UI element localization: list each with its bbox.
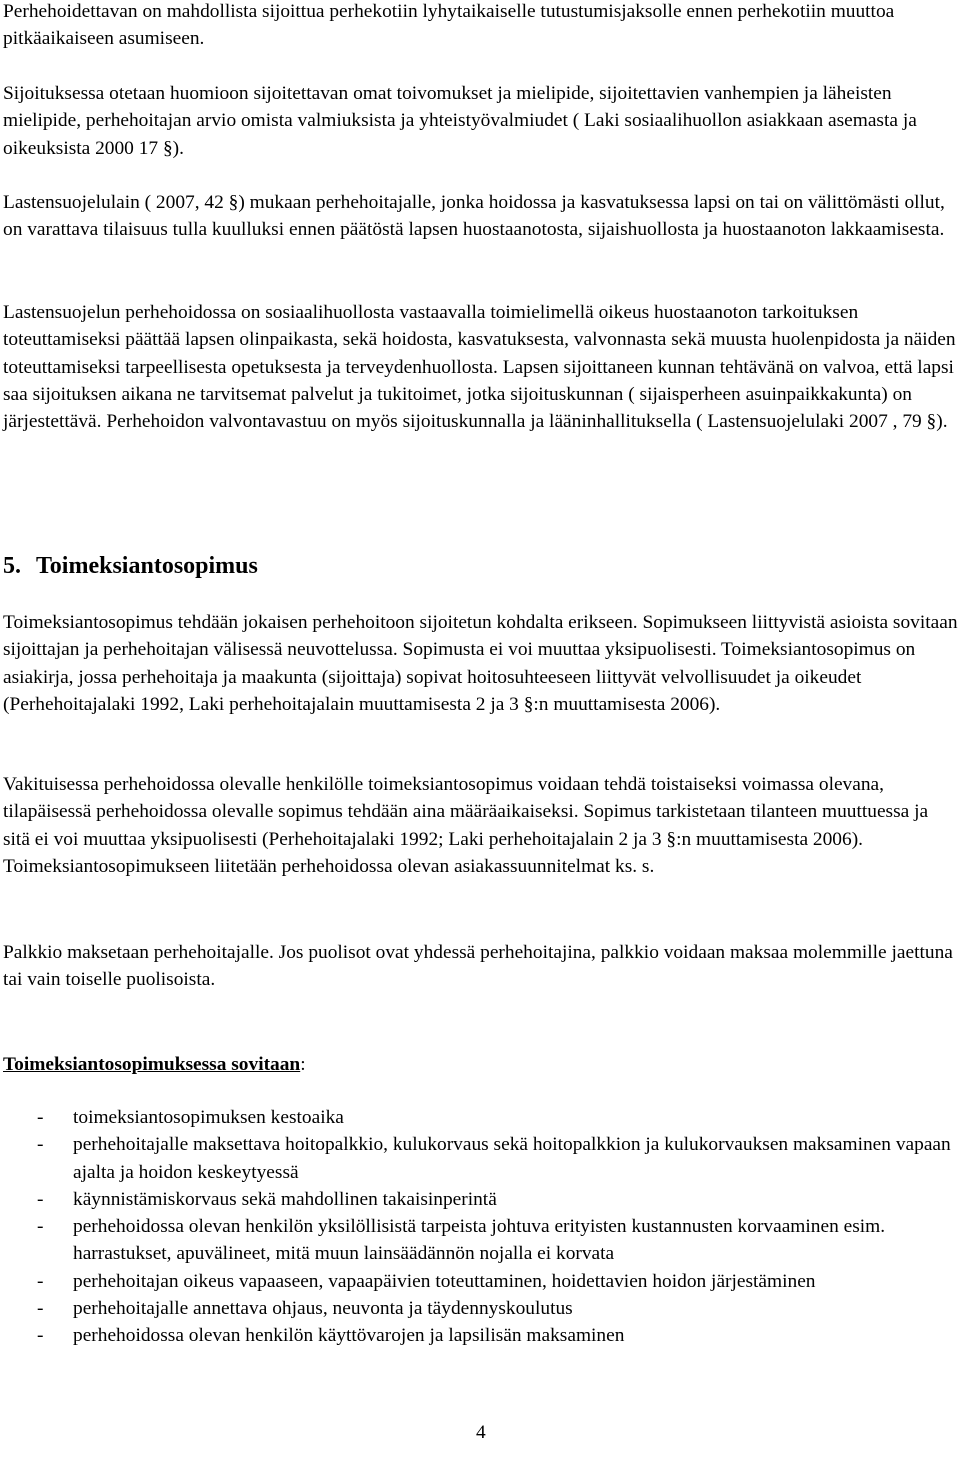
list-item-text: perhehoidossa olevan henkilön käyttövarojen ja lapsilisän maksaminen: [73, 1325, 625, 1347]
list-item-text: perhehoitajalle maksettava hoitopalkkio, kulukorvaus sekä hoitopalkkion ja kulukorvauksen maksaminen vapaan ajalta ja hoidon keskeytyessä: [73, 1134, 951, 1183]
paragraph-sijoitus: Sijoituksessa otetaan huomioon sijoitettavan omat toivomukset ja mielipide, sijoitettavien vanhempien ja läheisten mielipide, perhehoitajan arvio omista valmiuksista ja yhteistyövalmiudet ( Laki sosiaalihuollon asiakkaan asemasta ja oikeuksista 2000 17 §).: [3, 83, 917, 159]
paragraph-intro: Perhehoidettavan on mahdollista sijoittua perhekotiin lyhytaikaiselle tutustumisjaksolle ennen perhekotiin muuttoa pitkäaikaiseen asumiseen.: [3, 1, 895, 50]
section-title: Toimeksiantosopimus: [36, 553, 258, 579]
paragraph-lastensuojelu-perhehoito: Lastensuojelun perhehoidossa on sosiaalihuollosta vastaavalla toimielimellä oikeus huostaanoton tarkoituksen toteuttamiseksi päättää lapsen olinpaikasta, sekä hoidosta, kasvatuksesta, valvonnasta sekä muusta huolenpidosta ja näiden toteuttamiseksi tarpeellisesta opetuksesta ja terveydenhuollosta. Lapsen sijoittaneen kunnan tehtävänä on valvoa, että lapsi saa sijoituksen aikana ne tarvitsemat palvelut ja tukitoimet, jotka sijoituskunnan ( sijaisperheen asuinpaikkakunta) on järjestettävä. Perhehoidon valvontavastuu on myös sijoituskunnalla ja lääninhallituksella ( Lastensuojelulaki 2007 , 79 §).: [3, 302, 956, 433]
subheading: [3, 1051, 306, 1078]
list-dash: -: [37, 1107, 44, 1128]
list-item: [3, 1131, 958, 1186]
list-item-text: perhehoidossa olevan henkilön yksilöllisistä tarpeista johtuva erityisten kustannusten korvaaminen esim. harrastukset, apuvälineet, mitä muun lainsäädännön nojalla ei korvata: [73, 1216, 886, 1265]
subheading-colon: :: [300, 1054, 306, 1075]
page-number: 4: [476, 1422, 486, 1443]
list-dash: -: [37, 1188, 44, 1210]
list-item-text: käynnistämiskorvaus sekä mahdollinen takaisinperintä: [73, 1188, 497, 1210]
list-item-text: perhehoitajan oikeus vapaaseen, vapaapäivien toteuttaminen, hoidettavien hoidon järjestäminen: [73, 1270, 816, 1292]
list-dash: -: [37, 1270, 44, 1292]
section-paragraph-3: Palkkio maksetaan perhehoitajalle. Jos puolisot ovat yhdessä perhehoitajina, palkkio voidaan maksaa molemmille jaettuna tai vain toiselle puolisoista.: [3, 942, 953, 991]
list-item: [3, 1322, 958, 1349]
section-paragraph-1: Toimeksiantosopimus tehdään jokaisen perhehoitoon sijoitetun kohdalta erikseen. Sopimukseen liittyvistä asioista sovitaan sijoittajan ja perhehoitajan välisessä neuvottelussa. Sopimusta ei voi muuttaa yksipuolisesti. Toimeksiantosopimus on asiakirja, jossa perhehoitaja ja maakunta (sijoittaja) sopivat hoitosuhteeseen liittyvät velvollisuudet ja oikeudet (Perhehoitajalaki 1992, Laki perhehoitajalain muuttamisesta 2 ja 3 §:n muuttamisesta 2006).: [3, 612, 958, 715]
list-item-text: perhehoitajalle annettava ohjaus, neuvonta ja täydennyskoulutus: [73, 1298, 573, 1320]
list-item: [3, 1295, 958, 1322]
section-number: 5.: [3, 553, 21, 579]
section-heading: [3, 551, 258, 581]
list-item: [3, 1104, 958, 1131]
paragraph-lastensuojelulaki: Lastensuojelulain ( 2007, 42 §) mukaan perhehoitajalle, jonka hoidossa ja kasvatuksessa lapsi on tai on välittömästi ollut, on varattava tilaisuus tulla kuulluksi ennen päätöstä lapsen huostaanotosta, sijaishuollosta ja huostaanoton lakkaamisesta.: [3, 192, 945, 241]
list-item: [3, 1186, 958, 1213]
list-item: [3, 1213, 958, 1268]
section-paragraph-2: Vakituisessa perhehoidossa olevalle henkilölle toimeksiantosopimus voidaan tehdä toistaiseksi voimassa olevana, tilapäisessä perhehoidossa olevalle sopimus tehdään aina määräaikaiseksi. Sopimus tarkistetaan tilanteen muuttuessa ja sitä ei voi muuttaa yksipuolisesti (Perhehoitajalaki 1992; Laki perhehoitajalain 2 ja 3 §:n muuttamisesta 2006). Toimeksiantosopimukseen liitetään perhehoidossa olevan asiakassuunnitelmat ks. s.: [3, 774, 929, 877]
list-dash: -: [37, 1134, 44, 1156]
list-dash: -: [37, 1325, 44, 1347]
list-item-text: toimeksiantosopimuksen kestoaika: [73, 1107, 344, 1128]
subheading-text: Toimeksiantosopimuksessa sovitaan: [3, 1054, 301, 1075]
list-dash: -: [37, 1298, 44, 1320]
list-item: [3, 1268, 958, 1295]
agreement-list: [3, 1104, 958, 1350]
list-dash: -: [37, 1216, 44, 1238]
